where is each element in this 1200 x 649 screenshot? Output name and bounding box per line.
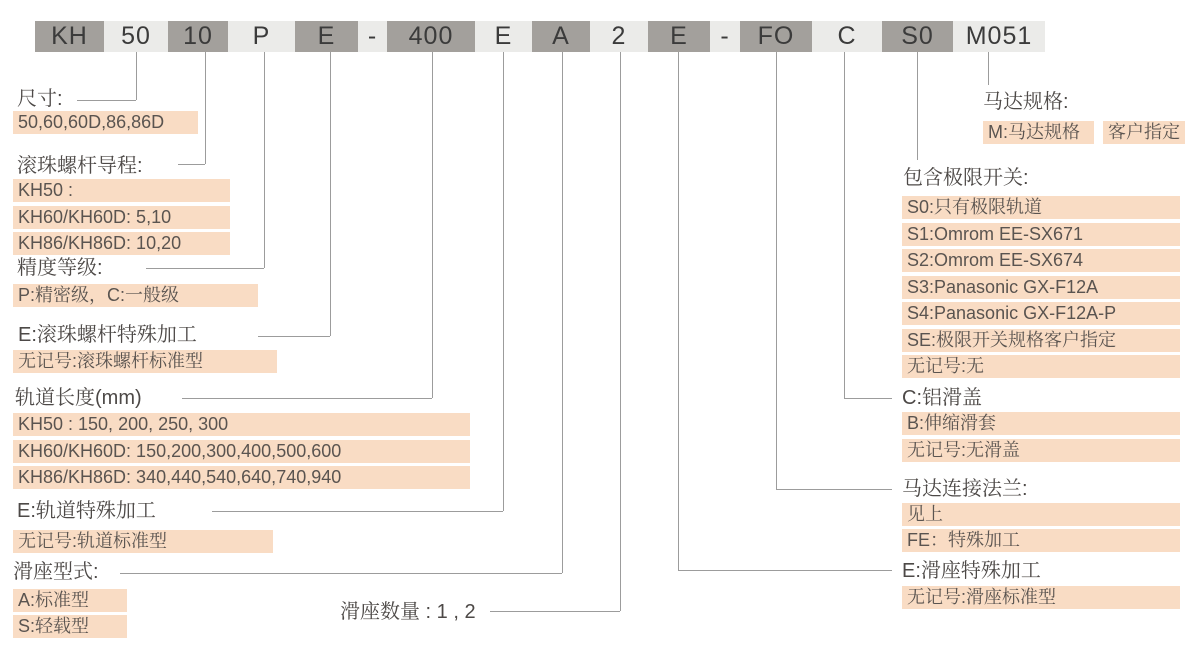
rail-special-row: 无记号:轨道标准型 [13, 530, 273, 553]
limit-switch-row: S4:Panasonic GX-F12A-P [902, 302, 1180, 325]
screw-lead-row: KH60/KH60D: 5,10 [13, 206, 230, 229]
rail-length-row: KH86/KH86D: 340,440,540,640,740,940 [13, 466, 470, 489]
leader-slider-special-vertical [678, 52, 679, 570]
slider-type-heading: 滑座型式: [13, 561, 99, 583]
segment-cover: C [837, 22, 857, 50]
motor-flange-heading: 马达连接法兰: [902, 478, 1028, 500]
leader-cover-horizontal [844, 398, 892, 399]
leader-rail-length-vertical [432, 52, 433, 398]
segment-screw-special: E [295, 21, 358, 52]
slider-special-heading: E:滑座特殊加工 [902, 560, 1041, 582]
leader-slider-type-vertical [562, 52, 563, 573]
screw-lead-heading: 滚珠螺杆导程: [17, 155, 143, 177]
leader-screw-lead-horizontal [178, 164, 205, 165]
slider-type-row: S:轻载型 [13, 615, 127, 638]
rail-length-row: KH50 : 150, 200, 250, 300 [13, 413, 470, 436]
slider-special-row: 无记号:滑座标准型 [902, 586, 1180, 609]
segment-motor-spec: M051 [965, 22, 1033, 50]
limit-switch-row: S2:Omrom EE-SX674 [902, 249, 1180, 272]
slider-qty-label: 滑座数量 : 1 , 2 [340, 601, 476, 623]
leader-motor-flange-horizontal [776, 489, 892, 490]
cover-row: 无记号:无滑盖 [902, 439, 1180, 462]
segment-series: KH [35, 21, 104, 52]
leader-motor-spec-vertical [988, 52, 989, 85]
segment-rail-special: E [494, 22, 513, 50]
rail-length-heading: 轨道长度(mm) [15, 387, 142, 409]
segment-separator-2: - [720, 22, 730, 50]
segment-limit-switch: S0 [882, 21, 953, 52]
leader-slider-type-horizontal [120, 573, 562, 574]
leader-motor-flange-vertical [776, 52, 777, 489]
size-heading: 尺寸: [17, 88, 63, 110]
limit-switch-row: 无记号:无 [902, 355, 1180, 378]
screw-special-row: 无记号:滚珠螺杆标准型 [13, 350, 277, 373]
leader-rail-special-horizontal [212, 511, 503, 512]
motor-spec-heading: 马达规格: [983, 91, 1069, 113]
segment-slider-special: E [648, 21, 710, 52]
limit-switch-row: S0:只有极限轨道 [902, 196, 1180, 219]
leader-rail-special-vertical [503, 52, 504, 511]
rail-length-row: KH60/KH60D: 150,200,300,400,500,600 [13, 440, 470, 463]
screw-special-heading: E:滚珠螺杆特殊加工 [18, 324, 197, 346]
accuracy-row: P:精密级，C:一般级 [13, 284, 258, 307]
leader-accuracy-horizontal [146, 268, 264, 269]
motor-flange-row: 见上 [902, 503, 1180, 526]
segment-accuracy: P [252, 22, 271, 50]
leader-screw-special-vertical [330, 52, 331, 336]
segment-slider-qty: 2 [611, 22, 627, 50]
motor-flange-row: FE：特殊加工 [902, 529, 1180, 552]
screw-lead-row: KH50 : [13, 179, 230, 202]
segment-separator-1: - [367, 22, 378, 50]
leader-screw-special-horizontal [258, 336, 330, 337]
leader-screw-lead-vertical [205, 52, 206, 164]
cover-row: B:伸缩滑套 [902, 412, 1180, 435]
leader-slider-qty-vertical [620, 52, 621, 611]
cover-heading: C:铝滑盖 [902, 387, 982, 409]
limit-switch-row: S3:Panasonic GX-F12A [902, 276, 1180, 299]
limit-switch-row: SE:极限开关规格客户指定 [902, 329, 1180, 352]
segment-rail-length: 400 [387, 21, 475, 52]
rail-special-heading: E:轨道特殊加工 [17, 500, 156, 522]
leader-rail-length-horizontal [182, 398, 432, 399]
segment-screw-lead: 10 [168, 21, 228, 52]
limit-switch-row: S1:Omrom EE-SX671 [902, 223, 1180, 246]
screw-lead-row: KH86/KH86D: 10,20 [13, 232, 230, 255]
limit-switch-heading: 包含极限开关: [903, 167, 1029, 189]
accuracy-heading: 精度等级: [17, 257, 103, 279]
slider-type-row: A:标准型 [13, 589, 127, 612]
leader-cover-vertical [844, 52, 845, 398]
leader-slider-special-horizontal [678, 570, 892, 571]
leader-limit-switch-vertical [917, 52, 918, 160]
leader-slider-qty-horizontal [490, 611, 620, 612]
segment-motor-flange: FO [740, 21, 812, 52]
leader-size-horizontal [77, 100, 136, 101]
motor-spec-row: M:马达规格 [983, 121, 1094, 144]
leader-accuracy-vertical [264, 52, 265, 268]
size-row: 50,60,60D,86,86D [13, 111, 198, 134]
leader-size-vertical [136, 52, 137, 100]
segment-slider-type: A [532, 21, 590, 52]
motor-spec-row: 客户指定 [1103, 121, 1185, 144]
segment-size: 50 [121, 22, 151, 50]
